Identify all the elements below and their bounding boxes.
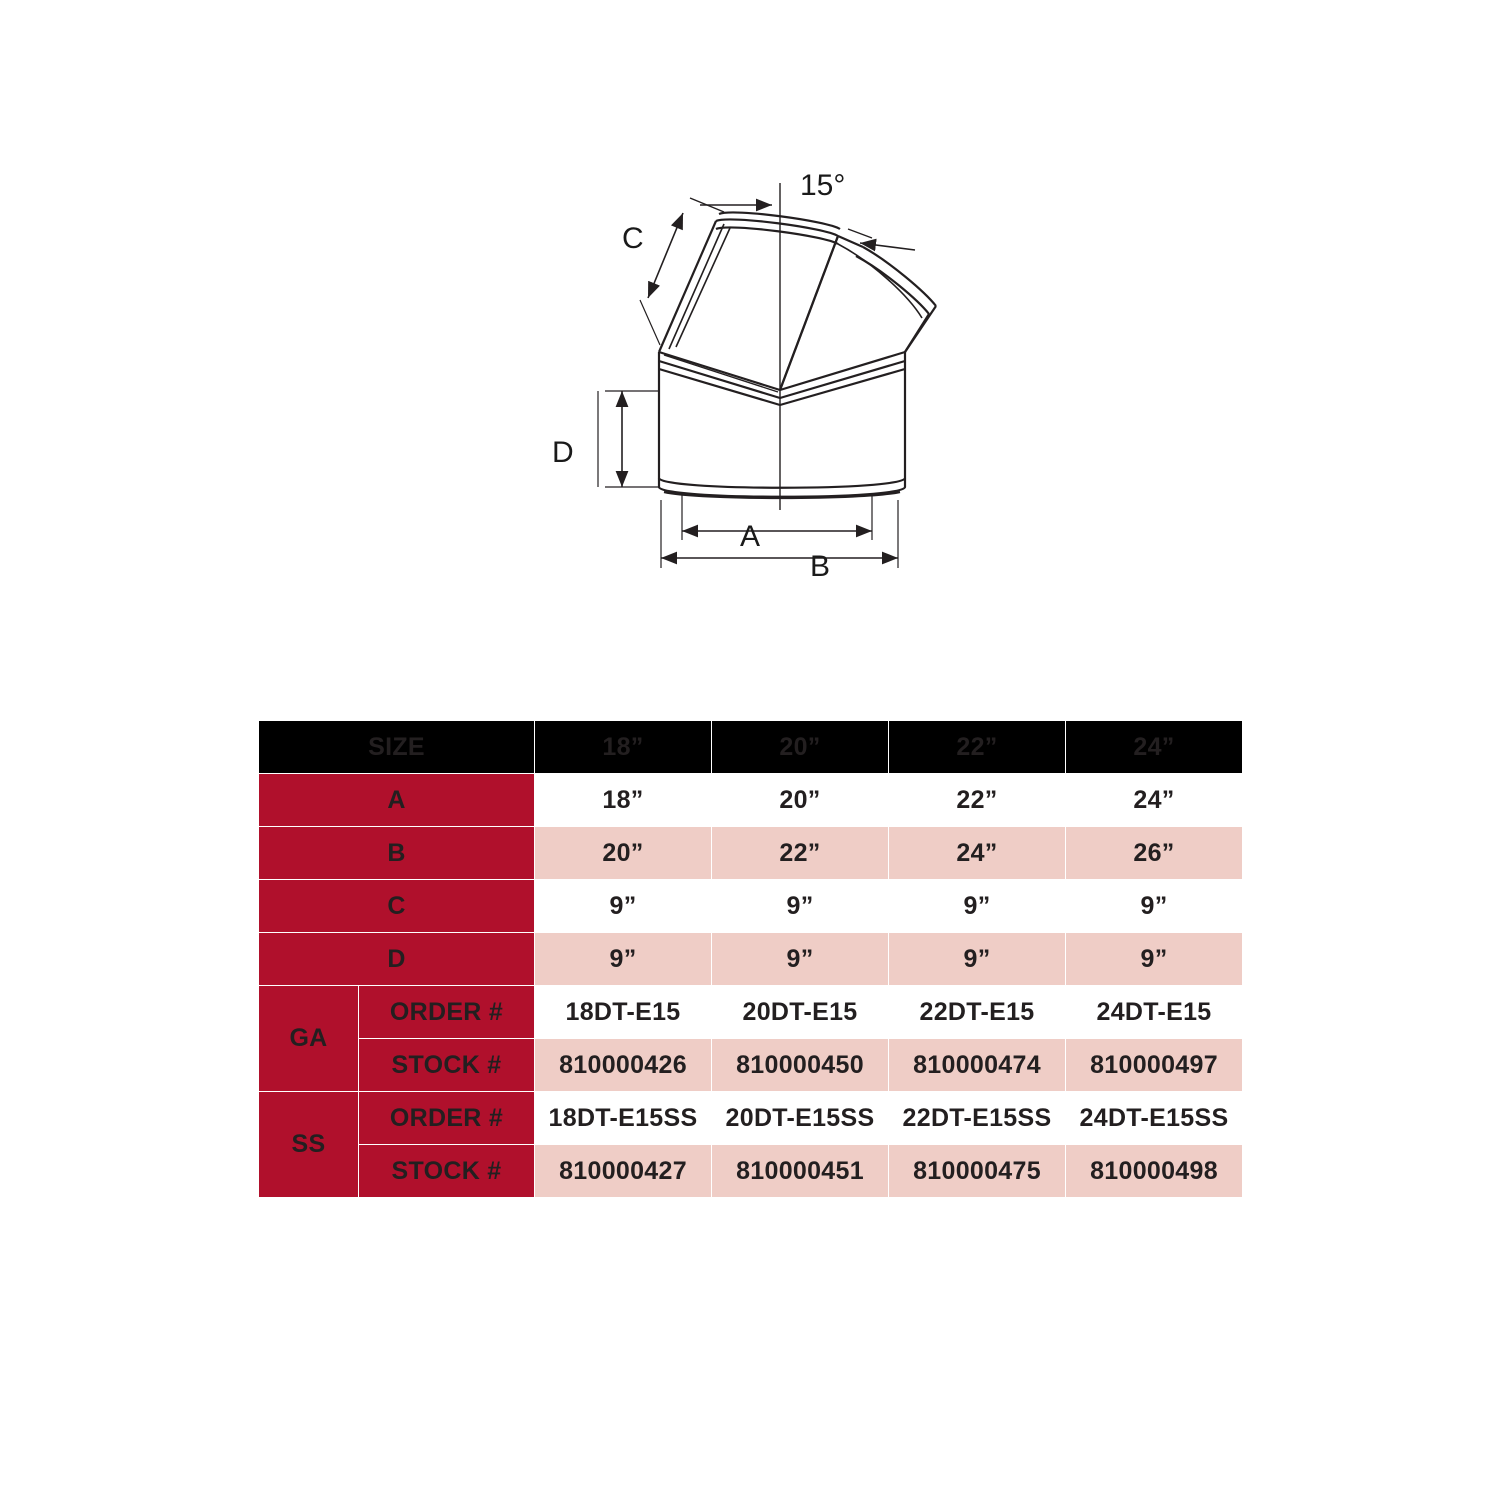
cell-d-24: 9”	[1066, 933, 1243, 986]
cell-ga-stock-18: 810000426	[535, 1039, 712, 1092]
elbow-technical-drawing	[0, 0, 1500, 660]
cell-d-18: 9”	[535, 933, 712, 986]
cell-c-22: 9”	[889, 880, 1066, 933]
cell-b-22: 24”	[889, 827, 1066, 880]
cell-b-20: 22”	[712, 827, 889, 880]
cell-b-18: 20”	[535, 827, 712, 880]
dimension-label-b: B	[810, 550, 831, 583]
spec-table-container	[258, 720, 1242, 1198]
table-row	[259, 774, 1243, 827]
sub-label-ss-stock: STOCK #	[359, 1145, 535, 1198]
group-label-ss: SS	[259, 1092, 359, 1198]
header-size-20: 20”	[712, 721, 889, 774]
cell-a-24: 24”	[1066, 774, 1243, 827]
cell-c-18: 9”	[535, 880, 712, 933]
spec-table	[258, 720, 1243, 1198]
dimension-label-a: A	[740, 520, 761, 553]
cell-ss-order-18: 18DT-E15SS	[535, 1092, 712, 1145]
cell-ss-stock-22: 810000475	[889, 1145, 1066, 1198]
header-size-18: 18”	[535, 721, 712, 774]
dimension-label-c: C	[622, 222, 644, 255]
cell-ga-stock-24: 810000497	[1066, 1039, 1243, 1092]
cell-ss-order-24: 24DT-E15SS	[1066, 1092, 1243, 1145]
table-row	[259, 880, 1243, 933]
header-size-24: 24”	[1066, 721, 1243, 774]
cell-ga-order-22: 22DT-E15	[889, 986, 1066, 1039]
row-label-a: A	[259, 774, 535, 827]
angle-label: 15°	[800, 169, 846, 202]
cell-a-18: 18”	[535, 774, 712, 827]
cell-ss-stock-20: 810000451	[712, 1145, 889, 1198]
cell-d-20: 9”	[712, 933, 889, 986]
row-label-b: B	[259, 827, 535, 880]
sub-label-ga-stock: STOCK #	[359, 1039, 535, 1092]
cell-c-24: 9”	[1066, 880, 1243, 933]
cell-ga-stock-22: 810000474	[889, 1039, 1066, 1092]
cell-ga-stock-20: 810000450	[712, 1039, 889, 1092]
dimension-label-d: D	[552, 436, 574, 469]
cell-ga-order-24: 24DT-E15	[1066, 986, 1243, 1039]
cell-a-22: 22”	[889, 774, 1066, 827]
sub-label-ga-order: ORDER #	[359, 986, 535, 1039]
row-label-c: C	[259, 880, 535, 933]
cell-a-20: 20”	[712, 774, 889, 827]
table-row	[259, 986, 1243, 1039]
group-label-ga: GA	[259, 986, 359, 1092]
header-size-22: 22”	[889, 721, 1066, 774]
table-row	[259, 827, 1243, 880]
cell-d-22: 9”	[889, 933, 1066, 986]
cell-c-20: 9”	[712, 880, 889, 933]
diagram-area	[0, 0, 1500, 660]
table-row	[259, 933, 1243, 986]
header-size: SIZE	[259, 721, 535, 774]
row-label-d: D	[259, 933, 535, 986]
cell-ss-stock-24: 810000498	[1066, 1145, 1243, 1198]
cell-ga-order-18: 18DT-E15	[535, 986, 712, 1039]
cell-ss-order-22: 22DT-E15SS	[889, 1092, 1066, 1145]
cell-ss-stock-18: 810000427	[535, 1145, 712, 1198]
cell-ss-order-20: 20DT-E15SS	[712, 1092, 889, 1145]
table-row	[259, 1145, 1243, 1198]
cell-ga-order-20: 20DT-E15	[712, 986, 889, 1039]
cell-b-24: 26”	[1066, 827, 1243, 880]
sub-label-ss-order: ORDER #	[359, 1092, 535, 1145]
table-row	[259, 1039, 1243, 1092]
table-row	[259, 1092, 1243, 1145]
table-header-row	[259, 721, 1243, 774]
